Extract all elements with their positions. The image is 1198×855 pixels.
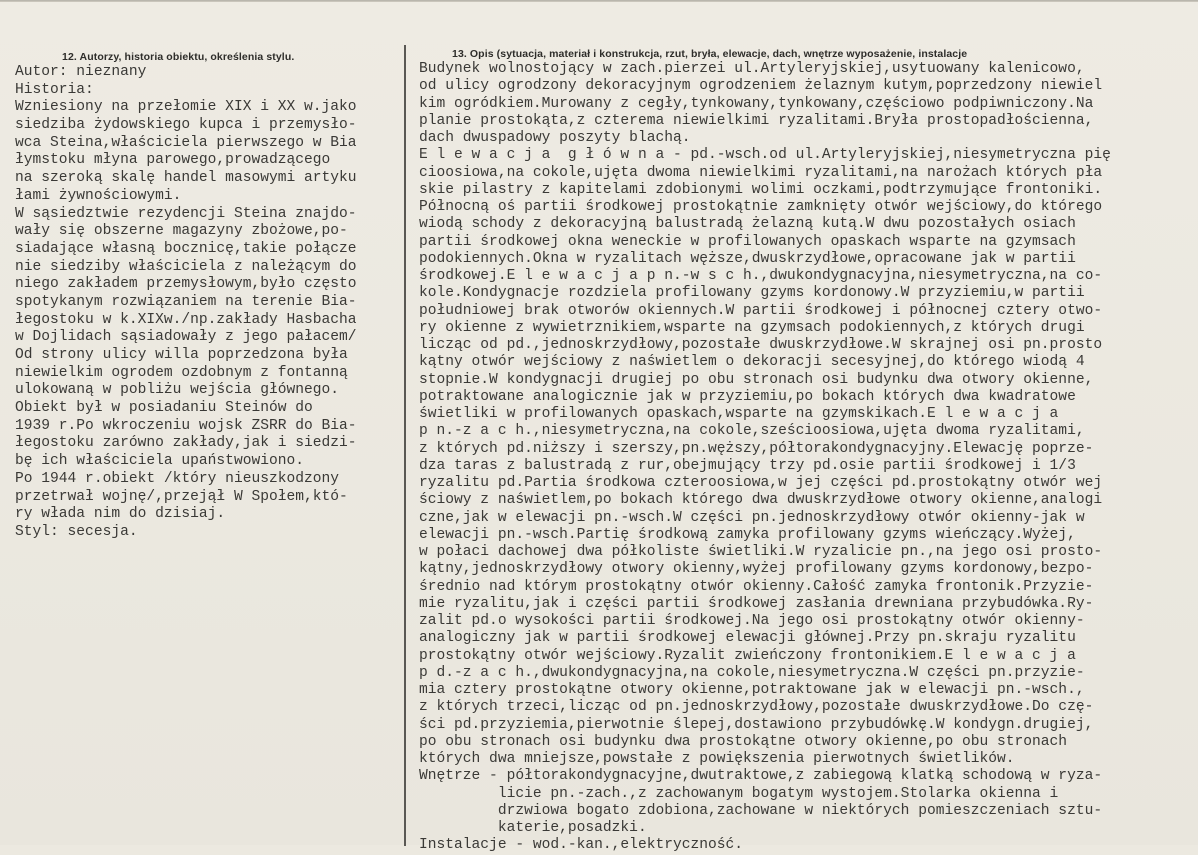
typed-line: elewacji pn.-wsch.Partię środkową zamyka profilowany gzyms wieńczący.Wyżej, bbox=[419, 526, 1076, 543]
typed-line: siedziba żydowskiego kupca i przemysło- bbox=[15, 117, 357, 134]
typed-line: p d.-z a c h.,dwukondygnacyjna,na cokole,niesymetryczna.W części pn.przyzie- bbox=[419, 664, 1085, 681]
typed-line: w połaci dachowej dwa półkoliste świetliki.W ryzalicie pn.,na jego osi prosto- bbox=[419, 544, 1103, 560]
typed-line: łegostoku zarówno zakłady,jak i siedzi- bbox=[15, 435, 357, 452]
typed-line: Obiekt był w posiadaniu Steinów do bbox=[15, 400, 313, 417]
column-divider bbox=[404, 45, 406, 846]
typed-line: partii środkowej okna weneckie w profilowanych opaskach wsparte na gzymsach bbox=[419, 233, 1076, 250]
typed-line: drzwiowa bogato zdobiona,zachowane w niektórych pomieszczeniach sztu- bbox=[419, 802, 1103, 819]
typed-line: czne,jak w elewacji pn.-wsch.W części pn.jednoskrzydłowy otwór okienny-jak w bbox=[419, 509, 1085, 526]
typed-line: Budynek wolnostojący w zach.pierzei ul.Artyleryjskiej,usytuowany kalenicowo, bbox=[419, 61, 1085, 77]
typed-line: ściowy z naświetlem,po bokach którego dwa dwuskrzydłowe otwory okienne,analogi bbox=[419, 492, 1103, 509]
typed-line: W sąsiedztwie rezydencji Steina znajdo- bbox=[15, 205, 357, 222]
typed-line: Instalacje - wod.-kan.,elektryczność. bbox=[419, 837, 744, 854]
typed-line: Wzniesiony na przełomie XIX i XX w.jako bbox=[15, 99, 357, 116]
typed-line: dach dwuspadowy poszyty blachą. bbox=[419, 130, 691, 146]
typed-line: z których trzeci,licząc od pn.jednoskrzydłowy,pozostałe dwuskrzydłowe.Do czę- bbox=[419, 699, 1094, 716]
typed-line: p n.-z a c h.,niesymetryczna,na cokole,sześcioosiowa,ujęta dwoma ryzalitami, bbox=[419, 423, 1085, 440]
typed-line: Styl: secesja. bbox=[15, 523, 138, 540]
typed-line: ści pd.przyziemia,pierwotnie ślepej,dostawiono przybudówkę.W kondygn.drugiej, bbox=[419, 716, 1094, 733]
typed-line: spotykanym rozwiązaniem na terenie Bia- bbox=[15, 293, 357, 310]
typed-line: wiodą schody z dekoracyjną balustradą żelazną kutą.W dwu pozostałych osiach bbox=[419, 216, 1076, 233]
typed-line: Północną oś partii środkowej prostokątnie zamknięty otwór wejściowy,do którego bbox=[419, 199, 1103, 215]
typed-line: po obu stronach osi budynku dwa prostokątne otwory okienne,po obu stronach bbox=[419, 733, 1068, 750]
typed-line: w Dojlidach sąsiadowały z jego pałacem/ bbox=[15, 329, 357, 346]
typed-line: od ulicy ogrodzony dekoracyjnym ogrodzeniem żelaznym kutym,poprzedzony niewiel bbox=[419, 78, 1103, 95]
typed-line: potraktowane analogicznie jak w przyziemiu,po bokach których dwa kwadratowe bbox=[419, 388, 1076, 405]
typed-line: Od strony ulicy willa poprzedzona była bbox=[15, 347, 348, 363]
typed-line: kątny,jednoskrzydłowy otwory okienny,wyżej profilowany gzyms kordonowy,bezpo- bbox=[419, 561, 1094, 578]
typed-line: łami żywnościowymi. bbox=[15, 187, 182, 204]
typed-line: kim ogródkiem.Murowany z cegły,tynkowany,tynkowany,częściowo podpiwniczony.Na bbox=[419, 95, 1094, 112]
typed-line: kątny otwór wejściowy z naświetlem o dekoracji secesyjnej,do którego wiodą 4 bbox=[419, 354, 1085, 371]
typed-line: 1939 r.Po wkroczeniu wojsk ZSRR do Bia- bbox=[15, 417, 357, 434]
typed-line: ry okienne z wywietrznikiem,wsparte na gzymsach podokiennych,z których drugi bbox=[419, 319, 1085, 336]
typed-line: świetliki w profilowanych opaskach,wsparte na gzymskikach.E l e w a c j a bbox=[419, 406, 1059, 422]
typed-line: których dwa mniejsze,powstałe z powiększenia pierwotnych świetlików. bbox=[419, 751, 1015, 767]
typed-line: Historia: bbox=[15, 81, 94, 98]
description-typed-text bbox=[419, 61, 1111, 855]
typed-line: średnio nad którym prostokątny otwór okienny.Całość zamyka frontonik.Przyzie- bbox=[419, 578, 1094, 595]
typed-line: ryzalitu pd.Partia środkowa czteroosiowa,w jej części pd.prostokątny otwór wej bbox=[419, 475, 1103, 491]
typed-line: katerie,posadzki. bbox=[419, 820, 647, 836]
typed-line: Autor: nieznany bbox=[15, 64, 147, 80]
typed-line: mie ryzalitu,jak i części partii środkowej zasłania drewniana przybudówka.Ry- bbox=[419, 595, 1094, 612]
typed-line: kole.Kondygnacje rozdziela profilowany gzyms kordonowy.W przyziemiu,w partii bbox=[419, 285, 1085, 302]
typed-line: planie prostokąta,z czterema niewielkimi ryzalitami.Bryła prostopadłościenna, bbox=[419, 112, 1094, 129]
typed-line: analogiczny jak w partii środkowej elewacji głównej.Przy pn.skraju ryzalitu bbox=[419, 630, 1076, 647]
top-edge-rule bbox=[0, 1, 1198, 2]
typed-line: z których pd.niższy i szerszy,pn.węższy,półtorakondygnacyjny.Elewację poprze- bbox=[419, 440, 1094, 457]
typed-line: podokiennych.Okna w ryzalitach węższe,dwuskrzydłowe,opracowane jak w partii bbox=[419, 250, 1076, 267]
typed-line: licie pn.-zach.,z zachowanym bogatym wystojem.Stolarka okienna i bbox=[419, 785, 1059, 802]
typed-line: stopnie.W kondygnacji drugiej po obu stronach osi budynku dwa otwory okienne, bbox=[419, 371, 1094, 388]
typed-line: licząc od pd.,jednoskrzydłowy,pozostałe dwuskrzydłowe.W skrajnej osi pn.prosto bbox=[419, 337, 1103, 353]
typed-line: skie pilastry z kapitelami zdobionymi wolimi oczkami,podtrzymujące frontoniki. bbox=[419, 181, 1103, 198]
typed-line: Po 1944 r.obiekt /który nieuszkodzony bbox=[15, 470, 340, 487]
typed-line: mia cztery prostokątne otwory okienne,potraktowane jak w elewacji pn.-wsch., bbox=[419, 682, 1085, 698]
section-12-title: 12. Autorzy, historia obiektu, określenia stylu. bbox=[62, 51, 295, 63]
typed-line: łymstoku młyna parowego,prowadzącego bbox=[15, 152, 331, 169]
typed-line: cioosiowa,na cokole,ujęta dwoma niewielkimi ryzalitami,na narożach których pła bbox=[419, 164, 1103, 181]
typed-line: łegostoku w k.XIXw./np.zakłady Hasbacha bbox=[15, 311, 357, 328]
typed-line: wca Steina,właściciela pierwszego w Bia bbox=[15, 134, 357, 151]
typed-line: ulokowaną w pobliżu wejścia głównego. bbox=[15, 382, 340, 399]
typed-line: ry włada nim do dzisiaj. bbox=[15, 506, 226, 523]
typed-line: Wnętrze - półtorakondygnacyjne,dwutraktowe,z zabiegową klatką schodową w ryza- bbox=[419, 768, 1103, 785]
typed-line: zalit pd.o wysokości partii środkowej.Na jego osi prostokątny otwór okienny- bbox=[419, 613, 1085, 629]
section-13-title: 13. Opis (sytuacja, materiał i konstrukcja, rzut, bryła, elewacje, dach, wnętrze wyposażenie, instalacje bbox=[452, 48, 968, 60]
history-typed-text bbox=[15, 64, 357, 542]
typed-line: niewielkim ogrodem ozdobnym z fontanną bbox=[15, 364, 348, 381]
typed-line: niego zakładem przemysłowym,było często bbox=[15, 276, 357, 293]
typed-line: południowej brak otworów okiennych.W partii środkowej i północnej cztery otwo- bbox=[419, 302, 1103, 319]
typed-line: dza taras z balustradą z rur,obejmujący trzy pd.osie partii środkowej i 1/3 bbox=[419, 457, 1076, 474]
typed-line: E l e w a c j a g ł ó w n a - pd.-wsch.od ul.Artyleryjskiej,niesymetryczna pię bbox=[419, 147, 1111, 164]
typed-line: prostokątny otwór wejściowy.Ryzalit zwieńczony frontonikiem.E l e w a c j a bbox=[419, 647, 1076, 664]
typed-line: siadające własną bocznicę,takie połącze bbox=[15, 240, 357, 257]
typed-line: na szeroką skalę handel masowymi artyku bbox=[15, 170, 357, 187]
typed-line: środkowej.E l e w a c j a p n.-w s c h.,dwukondygnacyjna,niesymetryczna,na co- bbox=[419, 268, 1103, 284]
typed-line: wały się obszerne magazyny zbożowe,po- bbox=[15, 223, 348, 240]
typed-line: przetrwał wojnę/,przejął W Społem,któ- bbox=[15, 488, 348, 505]
typed-line: bę ich właściciela upaństwowiono. bbox=[15, 453, 305, 470]
typed-line: nie siedziby właściciela z należącym do bbox=[15, 258, 357, 275]
